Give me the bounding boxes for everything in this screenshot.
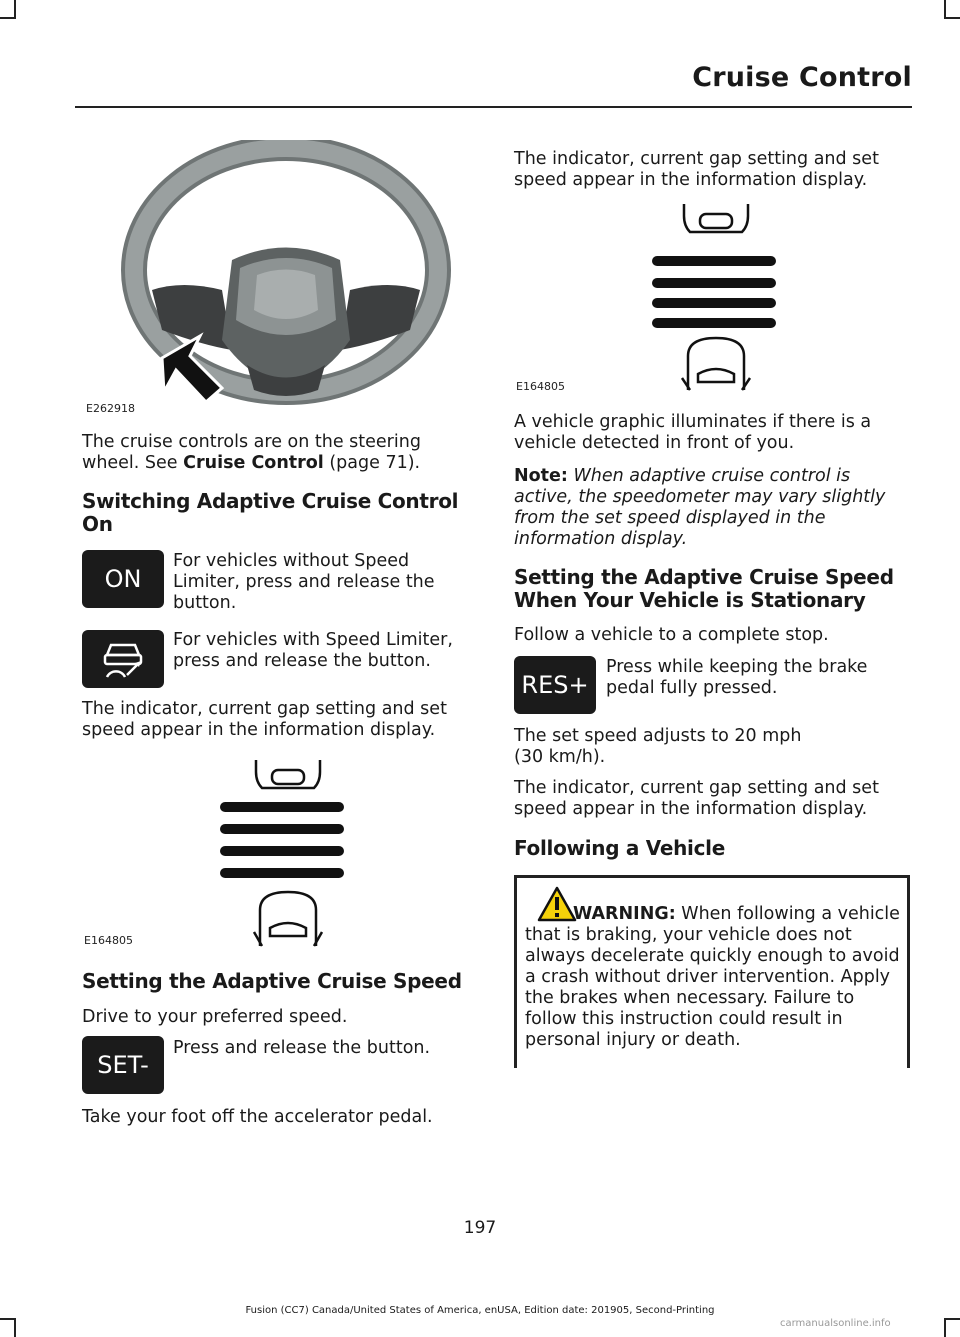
- follow-paragraph: Follow a vehicle to a complete stop.: [514, 625, 829, 645]
- warning-text: [525, 904, 901, 1051]
- instruction-text: For vehicles without Speed Limiter, press and release the button.: [173, 551, 435, 613]
- gap-display-figure: [514, 204, 906, 394]
- header-divider: [75, 106, 912, 108]
- section-heading: Setting the Adaptive Cruise Speed When Your Vehicle is Stationary: [514, 565, 894, 612]
- image-code: E164805: [84, 934, 133, 947]
- set-button-graphic: [82, 1036, 164, 1094]
- steering-wheel-icon: [82, 140, 474, 422]
- gap-display-figure: [82, 760, 474, 950]
- note-paragraph: [514, 466, 906, 550]
- instruction-text: For vehicles with Speed Limiter, press and release the button.: [173, 630, 453, 671]
- gap-display-icon: [82, 760, 474, 950]
- image-code: E164805: [516, 380, 565, 393]
- crop-mark: [0, 17, 16, 19]
- on-button-label: ON: [104, 565, 142, 593]
- crop-mark: [0, 1318, 16, 1320]
- speed-limiter-button-graphic: [82, 630, 164, 688]
- page-title: Cruise Control: [692, 62, 912, 93]
- intro-page-ref: (page 71).: [323, 453, 421, 473]
- intro-paragraph: [82, 432, 474, 474]
- section-heading: Following a Vehicle: [514, 836, 725, 860]
- indicator-paragraph: The indicator, current gap setting and set speed appear in the information display.: [514, 778, 879, 819]
- speed-limiter-icon: [93, 637, 153, 681]
- drive-paragraph: Drive to your preferred speed.: [82, 1007, 348, 1027]
- watermark: carmanualsonline.info: [780, 1318, 891, 1329]
- set-button-label: SET-: [97, 1051, 149, 1079]
- indicator-paragraph: The indicator, current gap setting and set speed appear in the information display.: [82, 699, 447, 740]
- instruction-text: Press while keeping the brake pedal fully pressed.: [606, 657, 868, 698]
- crop-mark: [944, 1318, 960, 1320]
- page-number: 197: [463, 1218, 497, 1238]
- res-button-label: RES+: [521, 671, 589, 699]
- warning-box: [514, 875, 910, 1068]
- intro-text: The cruise controls are on the steering wheel. See: [82, 432, 421, 473]
- note-text: When adaptive cruise control is active, the speedometer may vary slightly from the set speed displayed in the information display.: [514, 466, 886, 549]
- crop-mark: [14, 1318, 16, 1337]
- crop-mark: [944, 1318, 946, 1337]
- crop-mark: [944, 17, 960, 19]
- graphic-paragraph: A vehicle graphic illuminates if there is a vehicle detected in front of you.: [514, 412, 872, 453]
- steering-wheel-figure: [82, 140, 474, 422]
- gap-display-icon: [514, 204, 906, 394]
- note-label: Note:: [514, 466, 568, 486]
- warning-body: When following a vehicle that is braking, your vehicle does not always decelerate quickly enough to avoid a crash without driver intervention. Apply the brakes when necessary. Failure to follow this instruction could result in personal injury or death.: [525, 904, 900, 1050]
- adjust-paragraph: The set speed adjusts to 20 mph (30 km/h).: [514, 726, 802, 767]
- warning-label: WARNING:: [573, 904, 676, 924]
- edition-footer: Fusion (CC7) Canada/United States of America, enUSA, Edition date: 201905, Second-Printing: [245, 1305, 715, 1316]
- on-button-graphic: [82, 550, 164, 608]
- res-button-graphic: [514, 656, 596, 714]
- section-heading: Setting the Adaptive Cruise Speed: [82, 969, 462, 993]
- instruction-text: Press and release the button.: [173, 1038, 431, 1058]
- section-heading: Switching Adaptive Cruise Control On: [82, 489, 459, 536]
- crop-mark: [944, 0, 946, 18]
- image-code: E262918: [86, 402, 135, 415]
- cross-reference-link[interactable]: Cruise Control: [183, 453, 324, 473]
- crop-mark: [14, 0, 16, 18]
- indicator-paragraph: The indicator, current gap setting and set speed appear in the information display.: [514, 149, 879, 190]
- foot-paragraph: Take your foot off the accelerator pedal.: [82, 1107, 433, 1127]
